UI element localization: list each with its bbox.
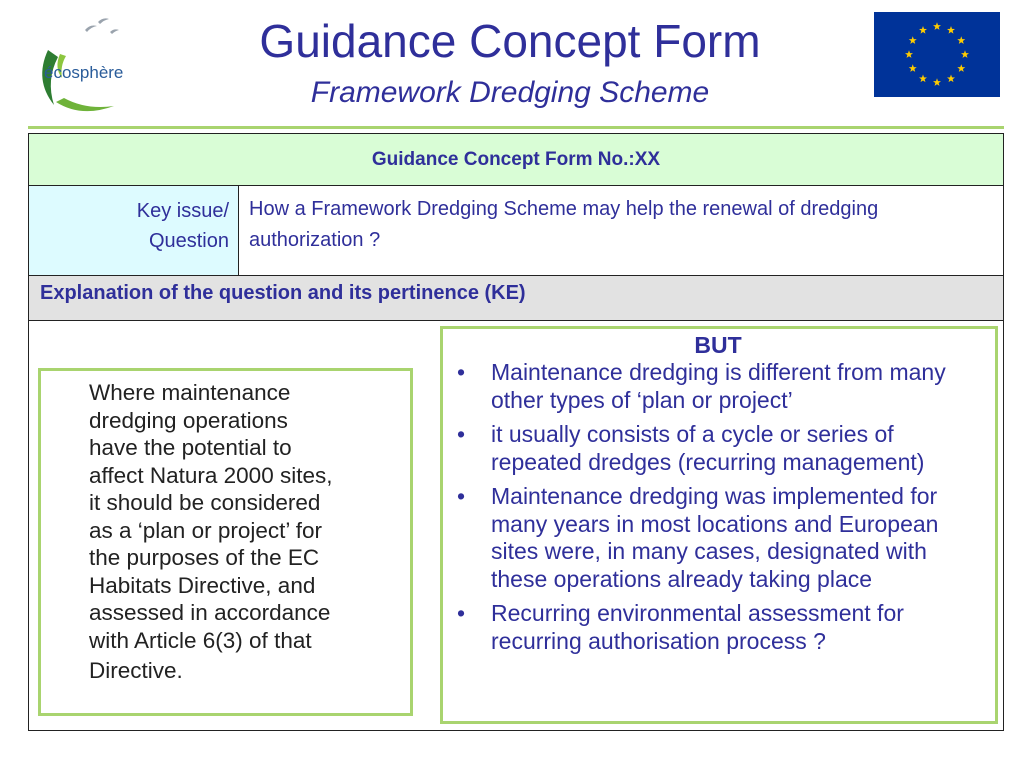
text-line: the purposes of the EC bbox=[89, 545, 320, 570]
natura-2000-textbox bbox=[38, 368, 413, 716]
text-line: have the potential to bbox=[89, 435, 292, 460]
bullet-dot-icon: • bbox=[457, 359, 466, 385]
key-issue-value: How a Framework Dredging Scheme may help the renewal of dredging authorization ? bbox=[249, 198, 879, 251]
form-number: Guidance Concept Form No.:XX bbox=[371, 148, 661, 170]
logo-bird-icon bbox=[110, 29, 119, 34]
explanation-heading-row bbox=[29, 276, 1003, 321]
text-line: affect Natura 2000 sites, bbox=[89, 462, 333, 488]
logo-leaf-bottom-icon bbox=[56, 98, 114, 111]
key-issue-label-line: Question bbox=[148, 230, 229, 252]
logo-bird-icon bbox=[85, 26, 97, 33]
logo-bird-icon bbox=[98, 18, 109, 24]
text-line: Habitats Directive, and bbox=[89, 572, 316, 598]
bullet-item bbox=[451, 483, 985, 593]
page-title: Guidance Concept Form bbox=[259, 15, 761, 67]
bullet-dot-icon: • bbox=[457, 421, 466, 447]
bullet-dot-icon: • bbox=[457, 600, 466, 626]
title-block bbox=[180, 14, 840, 112]
ecosphere-logo bbox=[30, 10, 140, 120]
key-issue-label bbox=[29, 186, 239, 275]
bullet-text: Recurring environmental assessment for recurring authorisation process ? bbox=[491, 600, 904, 654]
bullet-list bbox=[451, 359, 985, 655]
text-line: with Article 6(3) of that bbox=[89, 627, 312, 653]
but-textbox bbox=[440, 326, 998, 724]
key-issue-row bbox=[29, 186, 1003, 276]
text-line: Directive. bbox=[89, 658, 183, 683]
but-heading: BUT bbox=[694, 332, 742, 358]
key-issue-label-line: Key issue/ bbox=[136, 200, 229, 222]
page-subtitle: Framework Dredging Scheme bbox=[310, 76, 710, 109]
text-line: it should be considered bbox=[89, 490, 321, 515]
text-line: assessed in accordance bbox=[89, 600, 331, 625]
bullet-text: Maintenance dredging is different from many other types of ‘plan or project’ bbox=[491, 359, 946, 413]
eu-flag-icon bbox=[874, 12, 1000, 97]
title-divider bbox=[28, 126, 1004, 129]
logo-text: écosphère bbox=[44, 63, 124, 82]
explanation-heading: Explanation of the question and its pertinence (KE) bbox=[40, 282, 526, 304]
bullet-dot-icon: • bbox=[457, 483, 466, 509]
bullet-text: it usually consists of a cycle or series of repeated dredges (recurring management) bbox=[491, 421, 925, 475]
bullet-item bbox=[451, 421, 985, 476]
form-number-row bbox=[29, 134, 1003, 186]
text-line: as a ‘plan or project’ for bbox=[89, 517, 323, 543]
bullet-text: Maintenance dredging was implemented for many years in most locations and European sites were, in many cases, designated with these operations already taking place bbox=[491, 483, 939, 592]
guidance-form-table bbox=[28, 133, 1004, 731]
text-line: dredging operations bbox=[89, 407, 288, 433]
bullet-item bbox=[451, 600, 985, 655]
bullet-item bbox=[451, 359, 985, 414]
text-line: Where maintenance bbox=[89, 380, 291, 405]
